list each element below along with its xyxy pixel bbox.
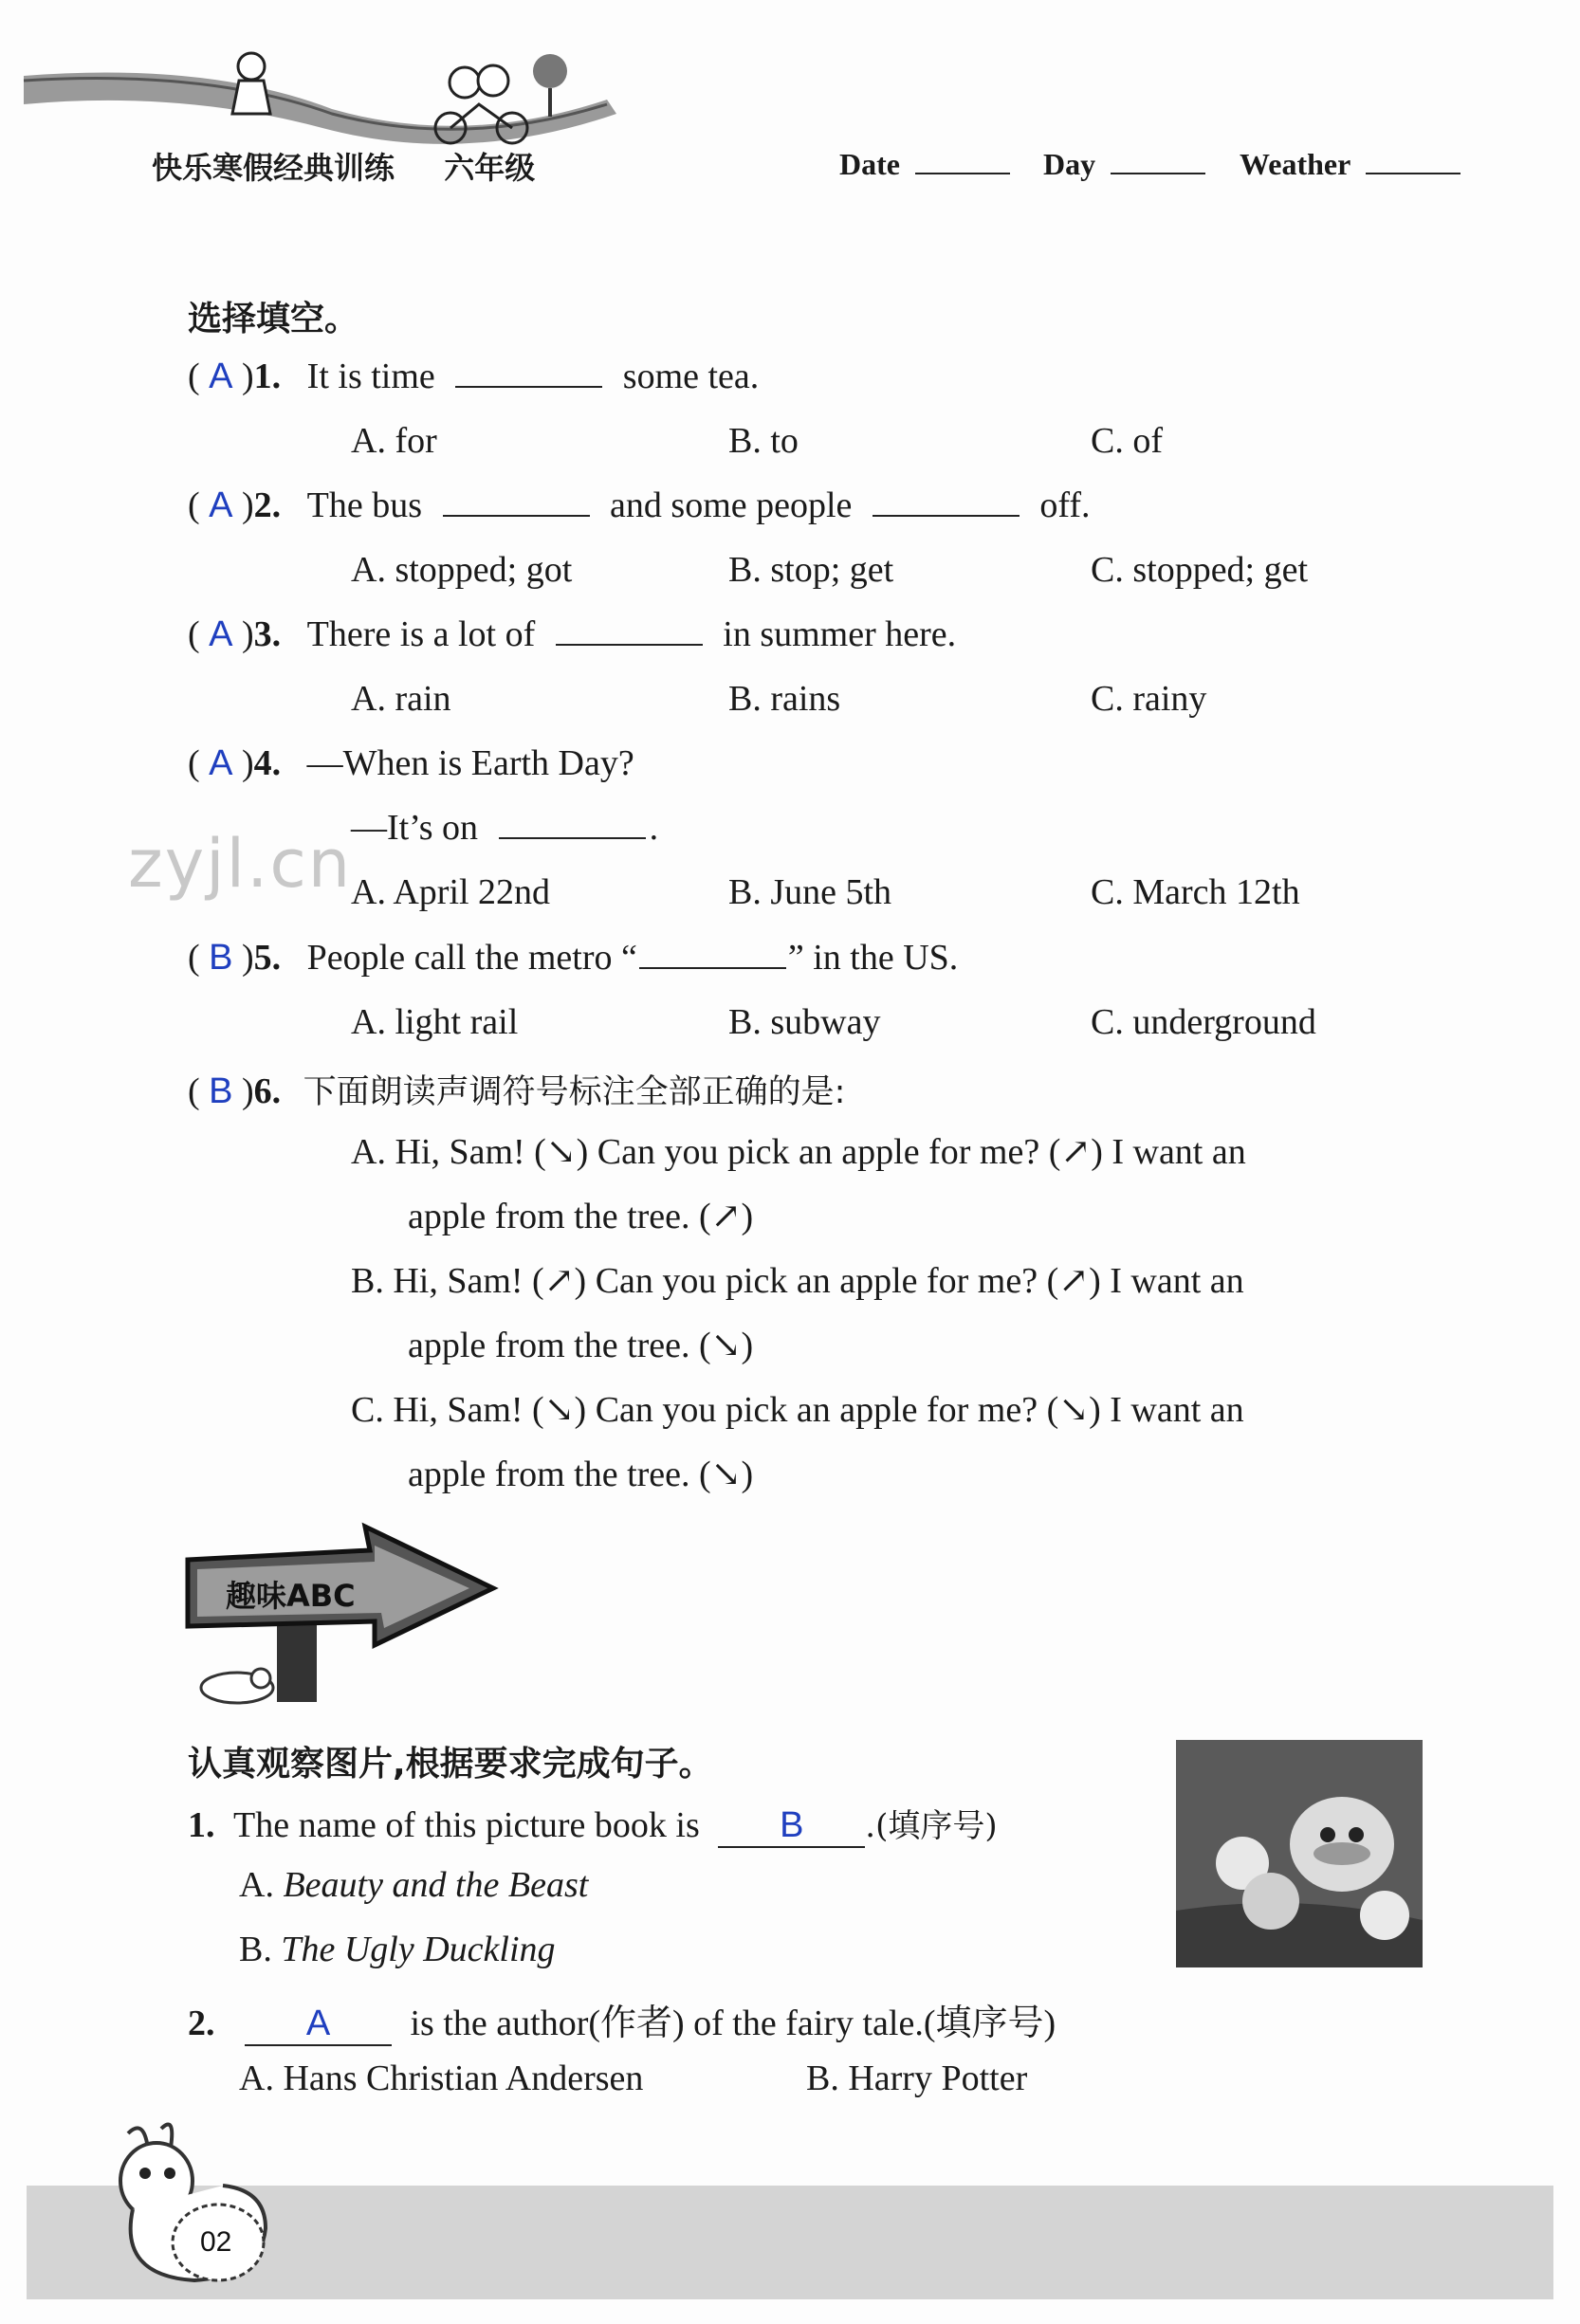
date-field [839, 144, 1010, 182]
snail-icon [90, 2114, 299, 2304]
question-number: 2. [253, 485, 282, 525]
option-c[interactable]: C. of [1091, 421, 1163, 461]
fun-abc-sign [180, 1522, 503, 1711]
question-number: 6. [253, 1071, 282, 1111]
section1-title: 选择填空。 [188, 300, 359, 339]
weather-blank[interactable] [1366, 144, 1461, 174]
answer-blank[interactable] [718, 1804, 865, 1848]
section2-question-2 [188, 1993, 1056, 2046]
option-c[interactable]: C. stopped; get [1091, 550, 1309, 590]
option-a[interactable]: A. April 22nd [351, 872, 551, 912]
answer-3: A [209, 614, 233, 654]
day-field [1043, 144, 1205, 182]
answer-2: A [209, 485, 233, 525]
date-blank[interactable] [915, 144, 1010, 174]
option-b[interactable]: B. to [728, 421, 799, 461]
option-letter: B. [239, 1930, 272, 1969]
question-stem: . [649, 808, 659, 848]
option-b[interactable]: B. stop; get [728, 550, 894, 590]
question-number: 2. [188, 2004, 215, 2043]
option-a[interactable]: A. stopped; got [351, 550, 573, 590]
book-title-text: 快乐寒假经典训练 [152, 150, 395, 186]
question-stem: in summer here. [723, 614, 957, 654]
option-b[interactable]: B. June 5th [728, 872, 892, 912]
header-illustration [19, 24, 626, 152]
option-a[interactable]: A. rain [351, 679, 451, 719]
book-title [152, 144, 535, 188]
option-text: The Ugly Duckling [281, 1930, 556, 1969]
day-blank[interactable] [1111, 144, 1205, 174]
question-4: ( A )4. —When is Earth Day? [188, 743, 634, 783]
answer-blank[interactable] [499, 809, 646, 839]
question-number: 1. [188, 1805, 215, 1845]
section2-question-1 [188, 1800, 998, 1848]
question-number: 5. [253, 938, 282, 978]
answer-s2-2: A [305, 2004, 331, 2043]
answer-1: A [209, 357, 233, 396]
option-letter: A. [239, 1865, 274, 1905]
option-b[interactable]: B. rains [728, 679, 841, 719]
section2-title: 认真观察图片,根据要求完成句子。 [188, 1745, 713, 1784]
answer-blank[interactable] [245, 2003, 392, 2046]
option-c-continued[interactable]: apple from the tree. (↘) [408, 1455, 754, 1494]
option-b[interactable]: B. subway [728, 1002, 881, 1042]
question-1: ( A )1. It is time some tea. [188, 357, 760, 396]
question-5: ( B )5. People call the metro “ ” in the US. [188, 938, 959, 978]
question-stem: It is time [306, 357, 435, 396]
question-hint: .(填序号) [865, 1807, 998, 1845]
answer-6: B [209, 1071, 233, 1111]
question-2: ( A )2. The bus and some people off. [188, 485, 1091, 525]
question-stem: —When is Earth Day? [306, 743, 634, 783]
option-c[interactable]: C. underground [1091, 1002, 1316, 1042]
question-3: ( A )3. There is a lot of in summer here. [188, 614, 957, 654]
question-number: 4. [253, 743, 282, 783]
watermark: zyjl.cn [128, 825, 353, 903]
question-number: 1. [253, 357, 282, 396]
option-a[interactable]: A. for [351, 421, 437, 461]
question-stem: The name of this picture book is [233, 1805, 700, 1845]
option-b[interactable]: B. Harry Potter [806, 2059, 1028, 2098]
option-b[interactable]: B. Hi, Sam! (↗) Can you pick an apple for me? (↗) I want an [351, 1261, 1244, 1301]
option-a[interactable]: A. Hans Christian Andersen [239, 2059, 644, 2098]
page-number: 02 [200, 2226, 232, 2258]
option-a[interactable]: A. Hi, Sam! (↘) Can you pick an apple for me? (↗) I want an [351, 1132, 1246, 1172]
option-b[interactable] [239, 1929, 556, 1970]
question-stem: —It’s on [351, 808, 479, 848]
sign-label: 趣味ABC [226, 1578, 356, 1614]
answer-blank[interactable] [443, 486, 590, 517]
option-c[interactable]: C. March 12th [1091, 872, 1300, 912]
answer-4: A [209, 743, 233, 783]
option-c[interactable]: C. rainy [1091, 679, 1207, 719]
question-stem: is the author(作者) of the fairy tale.(填序号) [410, 2004, 1056, 2043]
question-6: ( B )6. 下面朗读声调符号标注全部正确的是: [188, 1071, 846, 1111]
grade-text: 六年级 [444, 150, 536, 186]
answer-blank[interactable] [639, 939, 786, 969]
date-label: Date [839, 147, 900, 181]
question-stem: ” in the US. [787, 938, 959, 978]
question-stem: and some people [610, 485, 853, 525]
question-stem: The bus [306, 485, 423, 525]
day-label: Day [1043, 147, 1096, 181]
answer-blank[interactable] [873, 486, 1020, 517]
ugly-duckling-picture [1176, 1740, 1423, 1967]
option-text: Beauty and the Beast [283, 1865, 589, 1905]
option-a-continued[interactable]: apple from the tree. (↗) [408, 1197, 754, 1236]
weather-field [1240, 144, 1461, 182]
option-a[interactable] [239, 1864, 588, 1906]
answer-blank[interactable] [455, 357, 602, 388]
answer-5: B [209, 938, 233, 978]
option-b-continued[interactable]: apple from the tree. (↘) [408, 1326, 754, 1365]
question-stem: off. [1039, 485, 1091, 525]
question-stem: some tea. [622, 357, 760, 396]
question-stem: 下面朗读声调符号标注全部正确的是: [303, 1073, 846, 1111]
question-4-reply [351, 807, 658, 849]
question-number: 3. [253, 614, 282, 654]
signpost-icon [180, 1522, 503, 1711]
question-stem: There is a lot of [306, 614, 536, 654]
question-stem: People call the metro “ [306, 938, 637, 978]
option-c[interactable]: C. Hi, Sam! (↘) Can you pick an apple for me? (↘) I want an [351, 1390, 1244, 1430]
answer-blank[interactable] [556, 615, 703, 646]
answer-s2-1: B [780, 1805, 804, 1845]
weather-label: Weather [1240, 147, 1350, 181]
option-a[interactable]: A. light rail [351, 1002, 519, 1042]
